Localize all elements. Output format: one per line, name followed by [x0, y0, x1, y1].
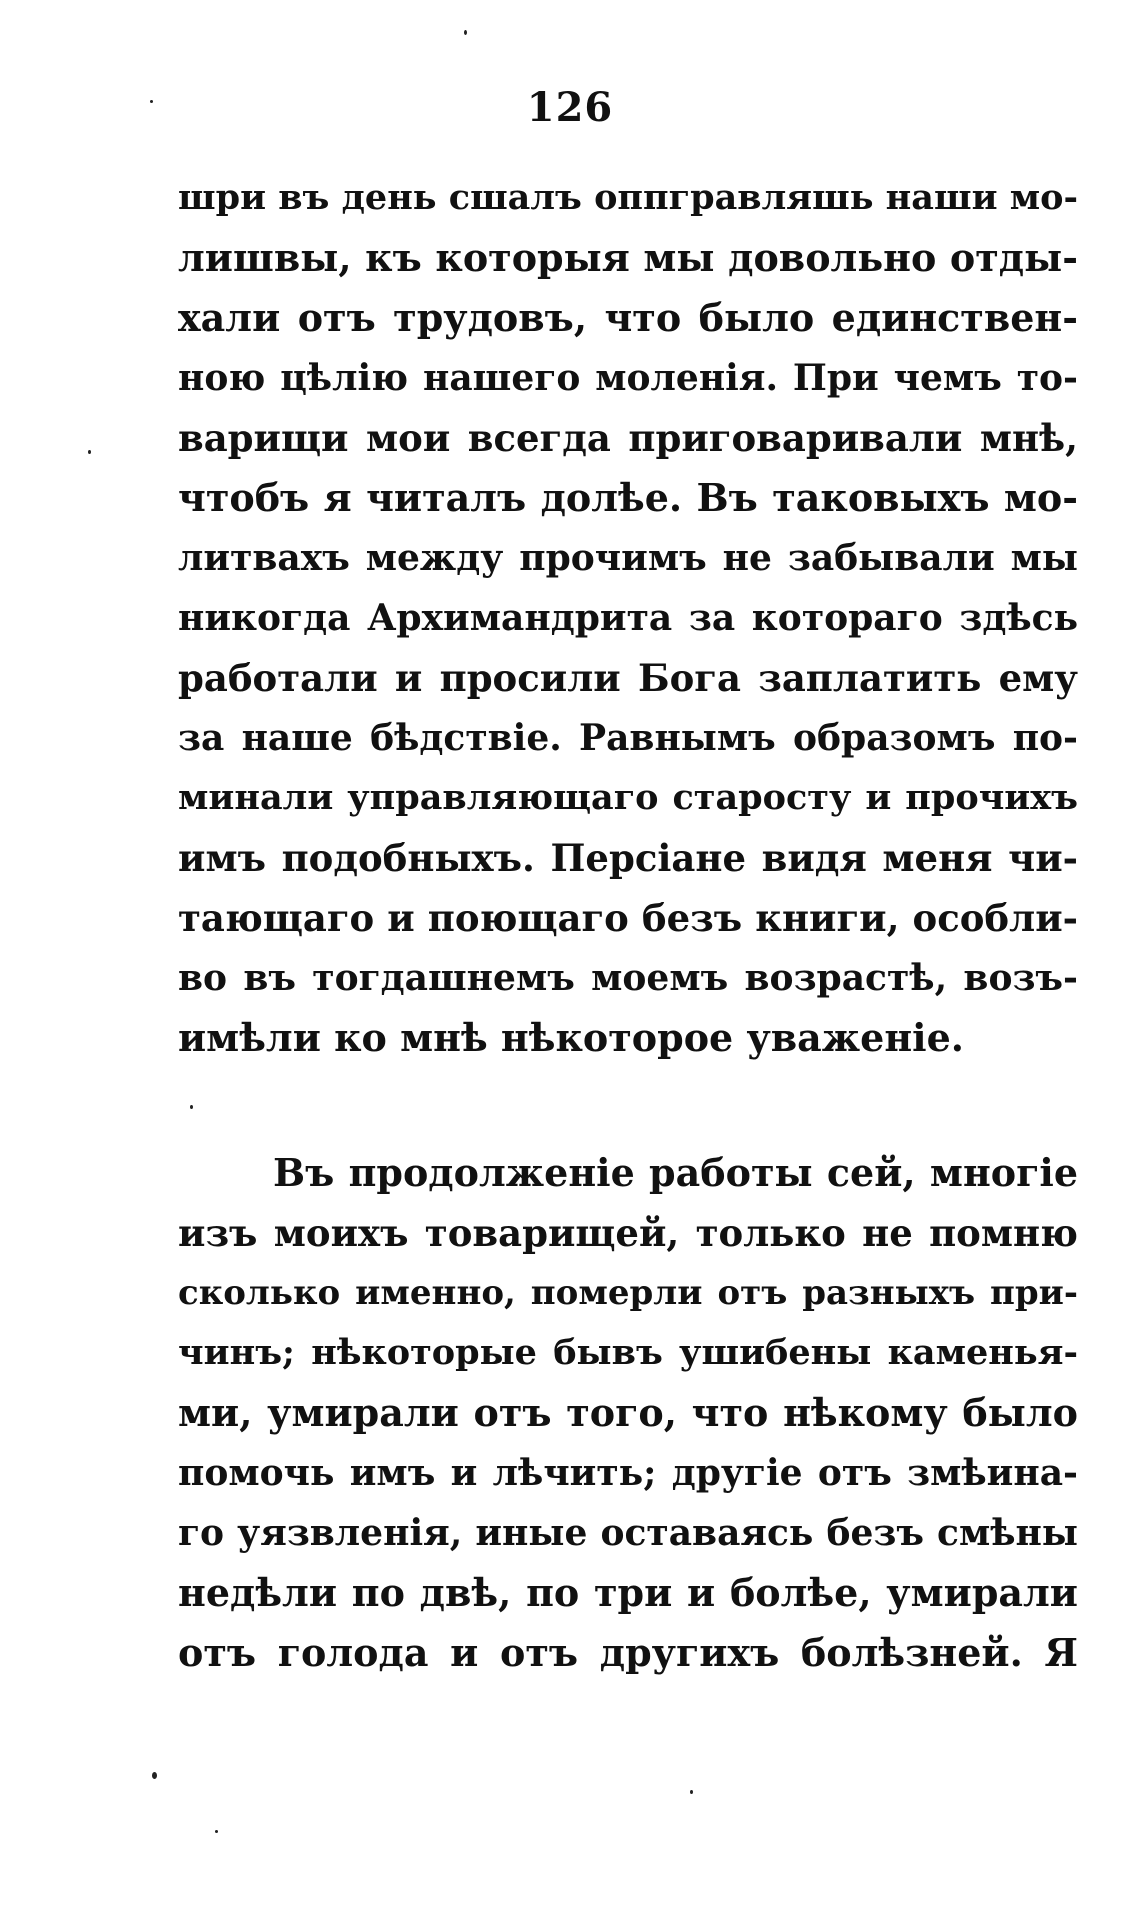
text-line: никогда Архимандрита за котораго здѣсь [178, 597, 1078, 639]
text-line: тающаго и поющаго безъ книги, особли- [178, 896, 1078, 940]
text-line: помочь имъ и лѣчить; другіе отъ змѣина- [178, 1452, 1078, 1494]
scan-speck [690, 1790, 693, 1794]
scan-speck [464, 30, 467, 35]
scan-speck [88, 450, 91, 454]
scan-speck [152, 1772, 157, 1779]
text-line: сколько именно, померли отъ разныхъ при- [178, 1273, 1078, 1313]
text-line: работали и просили Бога заплатить ему [178, 656, 1078, 700]
text-line: Въ продолженіе работы сей, многіе [273, 1150, 1078, 1195]
text-line: чинъ; нѣкоторые бывъ ушибены каменья- [178, 1332, 1078, 1373]
page-number: 126 [526, 84, 614, 131]
text-line: варищи мои всегда приговаривали мнѣ, [178, 416, 1078, 460]
text-line: отъ голода и отъ другихъ болѣзней. Я [178, 1630, 1078, 1675]
text-line: хали отъ трудовъ, что было единствен- [178, 295, 1078, 340]
scan-speck [190, 1105, 193, 1109]
text-line: ми, умирали отъ того, что нѣкому было [178, 1390, 1078, 1435]
scan-speck [215, 1830, 218, 1833]
text-line: ною цѣлію нашего моленія. При чемъ то- [178, 357, 1078, 399]
text-line: чтобъ я читалъ долѣе. Въ таковыхъ мо- [178, 475, 1078, 520]
paragraph-1 [178, 168, 1078, 1068]
text-line: изъ моихъ товарищей, только не помню [178, 1211, 1078, 1255]
paragraph-2 [178, 1143, 1078, 1683]
scan-speck [150, 100, 153, 103]
text-line: за наше бѣдствіе. Равнымъ образомъ по- [178, 717, 1078, 759]
text-line: шри въ день сшалъ оппгравляшь наши мо- [178, 177, 1078, 218]
text-line: лишвы, къ которыя мы довольно отды- [178, 235, 1078, 280]
text-line: литвахъ между прочимъ не забывали мы [178, 537, 1078, 579]
text-line: недѣли по двѣ, по три и болѣе, умирали [178, 1570, 1078, 1615]
text-line: имъ подобныхъ. Персіане видя меня чи- [178, 836, 1078, 880]
text-line: имѣли ко мнѣ нѣкоторое уваженіе. [178, 1015, 964, 1060]
text-line: во въ тогдашнемъ моемъ возрастѣ, возъ- [178, 957, 1078, 999]
text-line: минали управляющаго старосту и прочихъ [178, 777, 1078, 818]
text-line: го уязвленія, иные оставаясь безъ смѣны [178, 1512, 1078, 1554]
